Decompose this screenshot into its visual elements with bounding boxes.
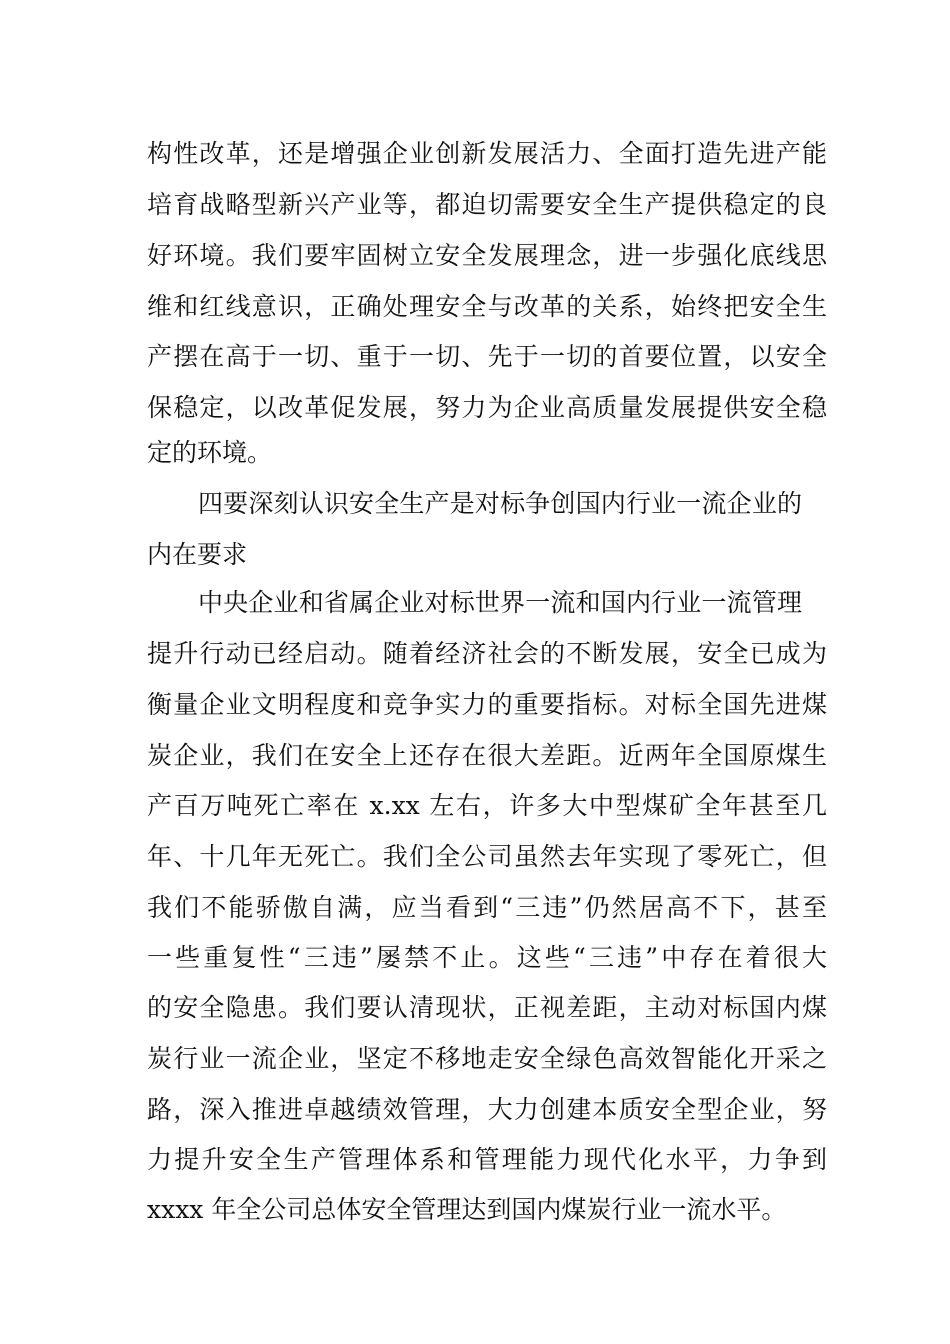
text-line: 年、十几年无死亡。我们全公司虽然去年实现了零死亡，但 — [147, 842, 827, 871]
section-heading-line: 内在要求 — [147, 540, 248, 569]
text-line: 路，深入推进卓越绩效管理，大力创建本质安全型企业，努 — [147, 1095, 827, 1124]
text-line: 定的环境。 — [147, 438, 273, 467]
section-heading-line: 四要深刻认识安全生产是对标争创国内行业一流企业的 — [198, 489, 802, 518]
text-line: 培育战略型新兴产业等，都迫切需要安全生产提供稳定的良 — [147, 190, 827, 219]
text-line: 保稳定，以改革促发展，努力为企业高质量发展提供安全稳 — [147, 393, 827, 422]
text-line: 炭行业一流企业，坚定不移地走安全绿色高效智能化开采之 — [147, 1044, 827, 1073]
text-line: 一些重复性“三违”屡禁不止。这些“三违”中存在着很大 — [147, 943, 827, 972]
text-line: 提升行动已经启动。随着经济社会的不断发展，安全已成为 — [147, 639, 827, 668]
text-line: 的安全隐患。我们要认清现状，正视差距，主动对标国内煤 — [147, 993, 827, 1022]
text-line: 产百万吨死亡率在 x.xx 左右，许多大中型煤矿全年甚至几 — [147, 791, 827, 820]
text-line: 衡量企业文明程度和竞争实力的重要指标。对标全国先进煤 — [147, 690, 827, 719]
text-line: 炭企业，我们在安全上还存在很大差距。近两年全国原煤生 — [147, 741, 827, 770]
text-line: 中央企业和省属企业对标世界一流和国内行业一流管理 — [198, 588, 802, 617]
text-line: 维和红线意识，正确处理安全与改革的关系，始终把安全生 — [147, 292, 827, 321]
text-line: xxxx 年全公司总体安全管理达到国内煤炭行业一流水平。 — [147, 1195, 787, 1224]
text-line: 构性改革，还是增强企业创新发展活力、全面打造先进产能 — [147, 139, 827, 168]
text-line: 我们不能骄傲自满，应当看到“三违”仍然居高不下，甚至 — [147, 893, 827, 922]
text-line: 好环境。我们要牢固树立安全发展理念，进一步强化底线思 — [147, 241, 827, 270]
text-line: 产摆在高于一切、重于一切、先于一切的首要位置，以安全 — [147, 342, 827, 371]
text-line: 力提升安全生产管理体系和管理能力现代化水平，力争到 — [147, 1145, 827, 1174]
